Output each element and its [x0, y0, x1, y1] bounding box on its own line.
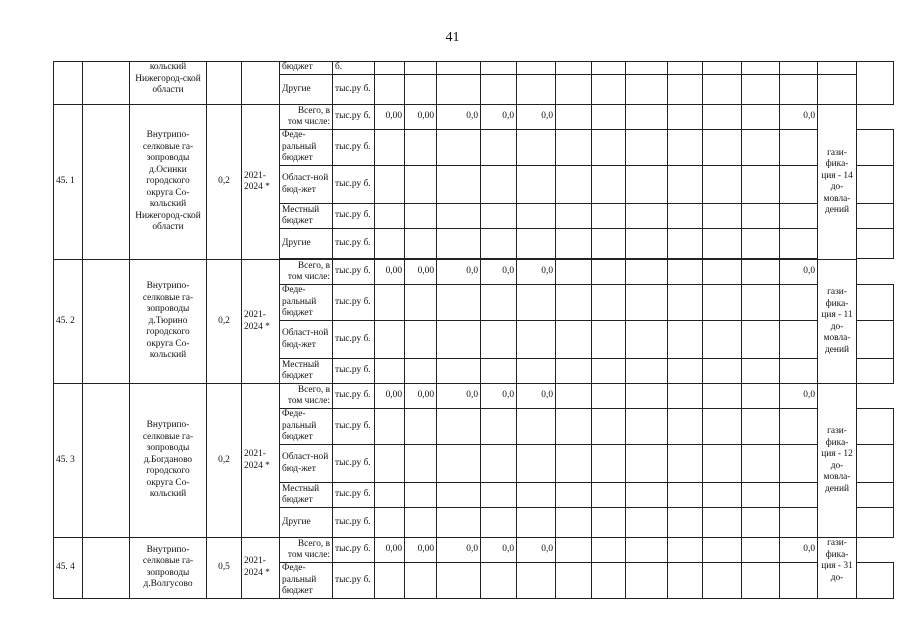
value-cell: 0,00: [405, 384, 437, 409]
funding-source: Местный бюджет: [280, 359, 333, 384]
project-name: Внутрипо-селковые га-зопроводы д.Тюрино городского округа Со-кольский: [130, 260, 207, 384]
result-cell: гази-фика-ция - 14 до-мовла-дений: [818, 105, 857, 260]
funding-source: Другие: [280, 75, 333, 105]
unit: тыс.ру б.: [333, 409, 375, 445]
unit: тыс.ру б.: [333, 563, 375, 599]
unit: тыс.ру б.: [333, 508, 375, 538]
result-cell: гази-фика-ция - 12 до-мовла-дений: [818, 384, 857, 538]
unit: тыс.ру б.: [333, 359, 375, 384]
unit: тыс.ру б.: [333, 229, 375, 259]
unit: тыс.ру б.: [333, 538, 375, 563]
value-cell: 0,0: [437, 538, 481, 563]
value-cell: 0,00: [375, 105, 405, 130]
value-cell: 0,0: [481, 260, 517, 285]
value-cell: 0,00: [405, 105, 437, 130]
table-row: [54, 384, 894, 409]
value-cell: 0,00: [375, 538, 405, 563]
table-row: [54, 62, 894, 75]
funding-source: Област-ной бюд-жет: [280, 321, 333, 359]
project-number: 45. 4: [54, 538, 83, 599]
table-row: [54, 260, 894, 285]
unit: тыс.ру б.: [333, 321, 375, 359]
funding-source: Феде-ральный бюджет: [280, 409, 333, 445]
value-cell: 0,00: [375, 384, 405, 409]
funding-source: Всего, в том числе:: [280, 384, 333, 409]
funding-source: Другие: [280, 508, 333, 538]
period: 2021-2024 *: [242, 105, 280, 260]
project-number: 45. 3: [54, 384, 83, 538]
value-cell: 0,0: [437, 260, 481, 285]
funding-source: Местный бюджет: [280, 204, 333, 229]
funding-source: Област-ной бюд-жет: [280, 445, 333, 483]
period: 2021-2024 *: [242, 260, 280, 384]
project-name: Внутрипо-селковые га-зопроводы д.Осинки городского округа Со-кольский Нижегород-ской области: [130, 105, 207, 260]
funding-source: Феде-ральный бюджет: [280, 285, 333, 321]
funding-source: Другие: [280, 229, 333, 259]
unit: тыс.ру б.: [333, 166, 375, 204]
page-number: 41: [445, 30, 460, 45]
value-cell: 0,0: [517, 105, 556, 130]
funding-source: Всего, в том числе:: [280, 105, 333, 130]
unit: тыс.ру б.: [333, 260, 375, 285]
project-name: кольский Нижегород-ской области: [130, 62, 207, 105]
length-km: 0,2: [207, 105, 242, 260]
funding-source: Всего, в том числе:: [280, 260, 333, 285]
funding-source: Феде-ральный бюджет: [280, 130, 333, 166]
unit: тыс.ру б.: [333, 285, 375, 321]
value-cell: 0,0: [437, 384, 481, 409]
unit: тыс.ру б.: [333, 130, 375, 166]
funding-source: Област-ной бюд-жет: [280, 166, 333, 204]
funding-source: Всего, в том числе:: [280, 538, 333, 563]
table-row: [54, 538, 894, 563]
unit: тыс.ру б.: [333, 384, 375, 409]
unit: б.: [333, 62, 375, 75]
program-table: [53, 61, 894, 599]
result-cell: гази-фика-ция - 11 до-мовла-дений: [818, 260, 857, 384]
project-number: 45. 2: [54, 260, 83, 384]
value-cell: 0,0: [780, 105, 818, 130]
value-cell: 0,0: [517, 538, 556, 563]
value-cell: 0,00: [405, 538, 437, 563]
unit: тыс.ру б.: [333, 105, 375, 130]
value-cell: 0,0: [517, 384, 556, 409]
unit: тыс.ру б.: [333, 204, 375, 229]
funding-source: Феде-ральный бюджет: [280, 563, 333, 599]
length-km: 0,2: [207, 384, 242, 538]
unit: тыс.ру б.: [333, 445, 375, 483]
value-cell: 0,0: [780, 538, 818, 563]
project-name: Внутрипо-селковые га-зопроводы д.Волгусово: [130, 538, 207, 599]
funding-source: бюджет: [280, 62, 333, 75]
length-km: 0,5: [207, 538, 242, 599]
project-name: Внутрипо-селковые га-зопроводы д.Богданово городского округа Со-кольский: [130, 384, 207, 538]
value-cell: 0,0: [780, 384, 818, 409]
result-cell: гази-фика-ция - 31 до-: [818, 538, 857, 599]
value-cell: 0,00: [375, 260, 405, 285]
value-cell: 0,0: [517, 260, 556, 285]
period: 2021-2024 *: [242, 384, 280, 538]
unit: тыс.ру б.: [333, 75, 375, 105]
project-number: 45. 1: [54, 105, 83, 260]
table-row: [54, 105, 894, 130]
length-km: 0,2: [207, 260, 242, 384]
value-cell: 0,00: [405, 260, 437, 285]
value-cell: 0,0: [481, 105, 517, 130]
unit: тыс.ру б.: [333, 483, 375, 508]
value-cell: 0,0: [481, 538, 517, 563]
funding-source: Местный бюджет: [280, 483, 333, 508]
value-cell: 0,0: [780, 260, 818, 285]
value-cell: 0,0: [437, 105, 481, 130]
period: 2021-2024 *: [242, 538, 280, 599]
value-cell: 0,0: [481, 384, 517, 409]
